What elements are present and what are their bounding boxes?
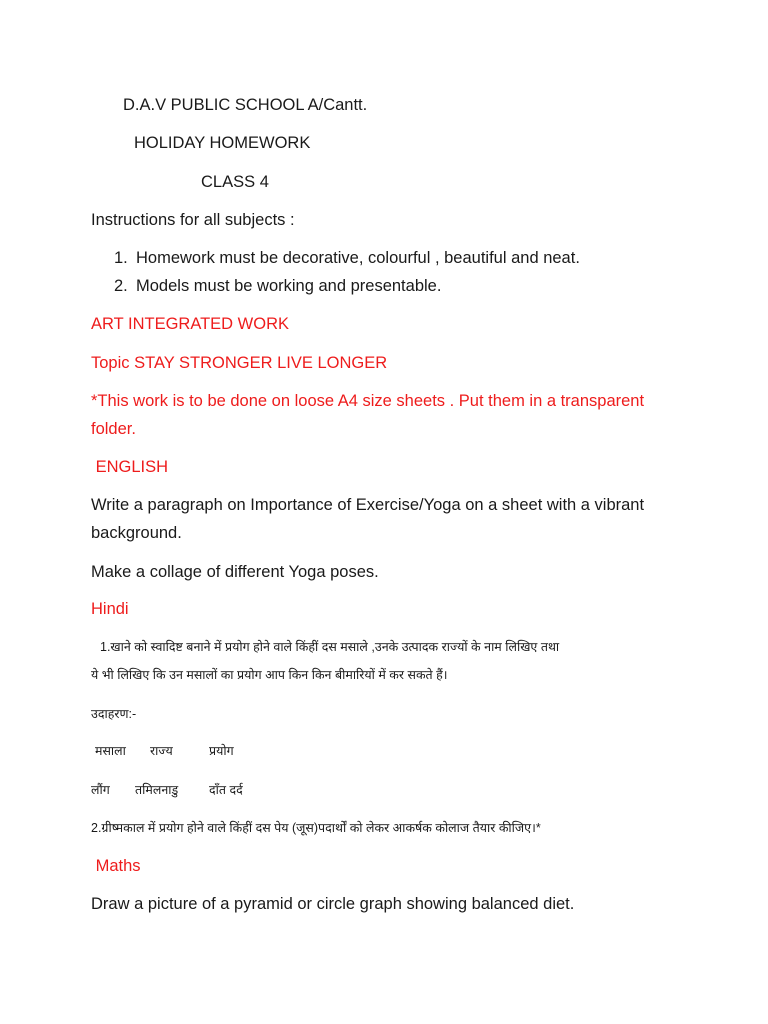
list-number: 2.: [114, 277, 128, 295]
class-label: CLASS 4: [201, 173, 269, 191]
example-row-state: तमिलनाडु: [135, 783, 179, 797]
example-header-use: प्रयोग: [209, 744, 234, 758]
instruction-item-1: [114, 244, 580, 272]
homework-title: HOLIDAY HOMEWORK: [134, 134, 311, 152]
hindi-question-1-line-1: 1.खाने को स्वादिष्ट बनाने में प्रयोग होने वाले किंहीं दस मसाले ,उनके उत्पादक राज्यों के नाम लिखिए तथा: [100, 640, 560, 654]
instruction-item-2: [114, 272, 441, 300]
maths-heading: Maths: [91, 857, 141, 875]
example-header-state: राज्य: [150, 744, 173, 758]
hindi-question-2: 2.ग्रीष्मकाल में प्रयोग होने वाले किंहीं दस पेय (जूस)पदार्थों को लेकर आकर्षक कोलाज तैयार कीजिए।*: [91, 821, 541, 835]
art-note: *This work is to be done on loose A4 size sheets . Put them in a transparent folder.: [91, 392, 645, 438]
maths-task-1: Draw a picture of a pyramid or circle graph showing balanced diet.: [91, 895, 575, 913]
english-task-1: Write a paragraph on Importance of Exercise/Yoga on a sheet with a vibrant background.: [91, 496, 645, 542]
hindi-example-label: उदाहरण:-: [91, 707, 137, 721]
example-row-spice: लौंग: [91, 783, 110, 797]
instructions-heading: Instructions for all subjects :: [91, 211, 295, 229]
example-row-use: दाँत दर्द: [209, 783, 243, 797]
art-topic: Topic STAY STRONGER LIVE LONGER: [91, 354, 388, 372]
hindi-heading: Hindi: [91, 600, 129, 618]
list-text: Models must be working and presentable.: [136, 277, 442, 295]
hindi-question-1-line-2: ये भी लिखिए कि उन मसालों का प्रयोग आप किन किन बीमारियों में कर सकते हैं।: [91, 668, 448, 682]
list-number: 1.: [114, 249, 128, 267]
english-task-2: Make a collage of different Yoga poses.: [91, 563, 379, 581]
art-heading: ART INTEGRATED WORK: [91, 315, 290, 333]
list-text: Homework must be decorative, colourful , beautiful and neat.: [136, 249, 580, 267]
school-name: D.A.V PUBLIC SCHOOL A/Cantt.: [123, 96, 368, 114]
english-heading: ENGLISH: [91, 458, 169, 476]
example-header-spice: मसाला: [95, 744, 126, 758]
